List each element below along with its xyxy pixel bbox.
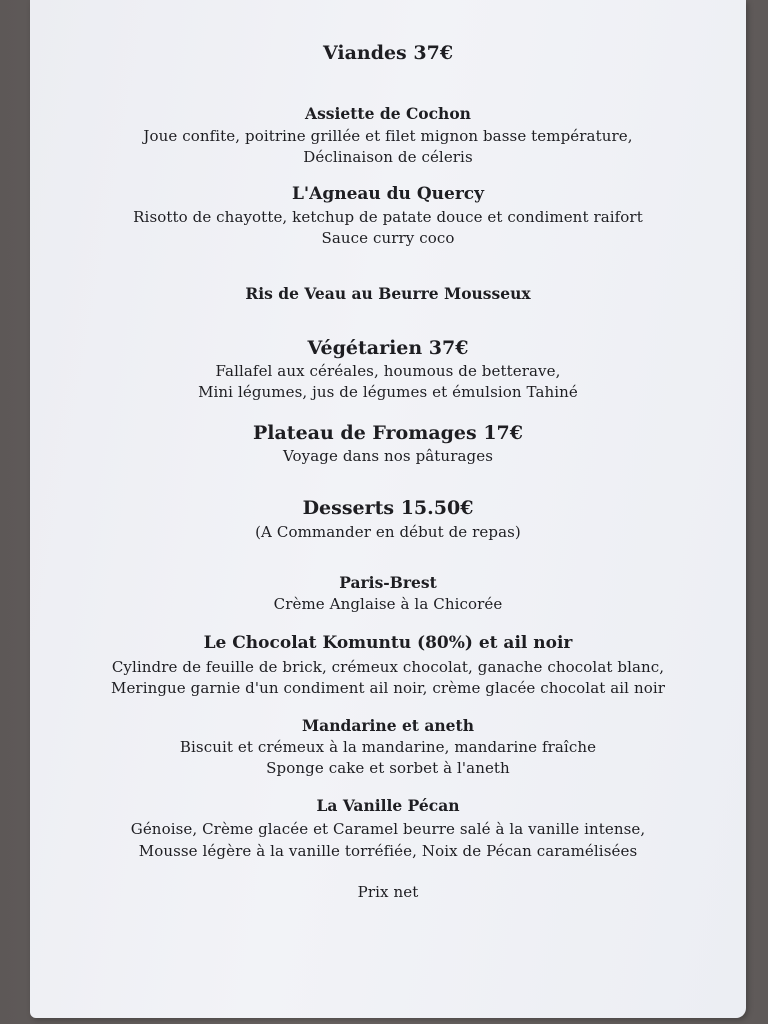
desserts-note: (A Commander en début de repas): [255, 523, 521, 541]
dish-title-chocolat: Le Chocolat Komuntu (80%) et ail noir: [203, 633, 573, 653]
section-title-fromages: Plateau de Fromages 17€: [252, 422, 523, 444]
dish-title-paris-brest: Paris-Brest: [339, 573, 437, 592]
dish-desc-vanille-2: Mousse légère à la vanille torréfiée, Noix de Pécan caramélisées: [138, 842, 638, 860]
dish-desc-mandarine-2: Sponge cake et sorbet à l'aneth: [266, 759, 510, 777]
dish-desc-mandarine-1: Biscuit et crémeux à la mandarine, mandarine fraîche: [179, 738, 597, 756]
dish-desc-paris-brest: Crème Anglaise à la Chicorée: [273, 595, 503, 613]
dish-title-ris-de-veau: Ris de Veau au Beurre Mousseux: [245, 284, 531, 303]
dish-desc-agneau-1: Risotto de chayotte, ketchup de patate douce et condiment raifort: [133, 208, 643, 226]
dish-desc-agneau-2: Sauce curry coco: [321, 229, 455, 247]
section-title-viandes: Viandes 37€: [322, 42, 454, 64]
dish-title-agneau: L'Agneau du Quercy: [291, 184, 485, 204]
dish-title-vanille: La Vanille Pécan: [316, 796, 460, 815]
dish-title-cochon: Assiette de Cochon: [305, 104, 471, 123]
dish-desc-cochon-2: Déclinaison de céleris: [303, 148, 473, 166]
dish-desc-vegetarien-1: Fallafel aux céréales, houmous de betterave,: [215, 362, 561, 380]
menu-card: [30, 0, 746, 1018]
dish-title-mandarine: Mandarine et aneth: [302, 716, 474, 735]
dish-desc-fromages: Voyage dans nos pâturages: [282, 447, 493, 465]
dish-desc-chocolat-1: Cylindre de feuille de brick, crémeux chocolat, ganache chocolat blanc,: [111, 658, 665, 676]
prix-net-note: Prix net: [357, 883, 419, 901]
section-title-desserts: Desserts 15.50€: [302, 497, 474, 519]
section-title-vegetarien: Végétarien 37€: [307, 337, 469, 359]
dish-desc-chocolat-2: Meringue garnie d'un condiment ail noir, crème glacée chocolat ail noir: [110, 679, 665, 697]
dish-desc-vanille-1: Génoise, Crème glacée et Caramel beurre salé à la vanille intense,: [130, 820, 646, 838]
dish-desc-cochon-1: Joue confite, poitrine grillée et filet mignon basse température,: [143, 127, 633, 145]
dish-desc-vegetarien-2: Mini légumes, jus de légumes et émulsion Tahiné: [198, 383, 578, 401]
